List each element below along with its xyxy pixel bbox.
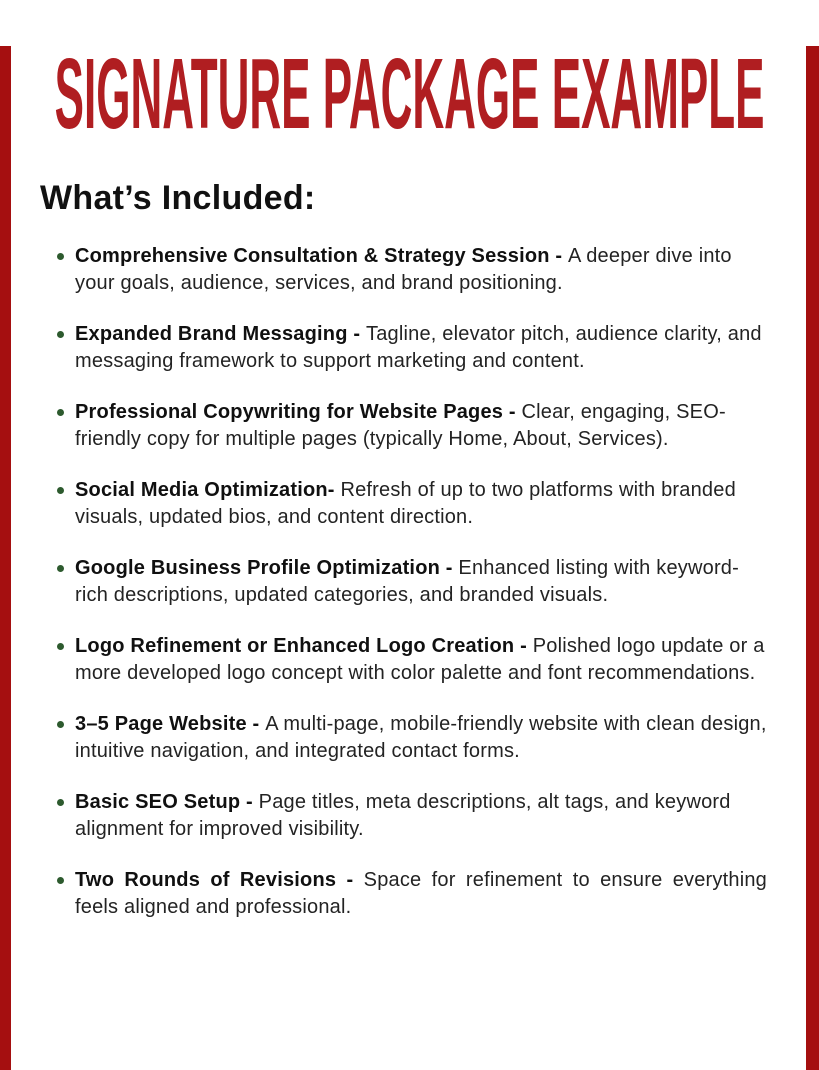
item-description: A deeper dive into your goals, audience, services, and brand positioning.	[75, 245, 732, 294]
item-description: Refresh of up to two platforms with branded visuals, updated bios, and content direction.	[75, 479, 736, 528]
item-description: Page titles, meta descriptions, alt tags, and keyword alignment for improved visibility.	[75, 791, 731, 840]
item-title: 3–5 Page Website -	[75, 713, 266, 735]
item-title: Social Media Optimization-	[75, 479, 341, 501]
item-description: Tagline, elevator pitch, audience clarity, and messaging framework to support marketing and content.	[75, 323, 762, 372]
item-title: Basic SEO Setup -	[75, 791, 259, 813]
bullet-icon	[57, 565, 64, 572]
list-item	[57, 243, 767, 297]
content-area	[0, 178, 819, 921]
list-item	[57, 555, 767, 609]
item-title: Google Business Profile Optimization -	[75, 557, 459, 579]
bullet-icon	[57, 643, 64, 650]
list-item	[57, 477, 767, 531]
list-item	[57, 711, 767, 765]
bullet-icon	[57, 253, 64, 260]
item-title: Two Rounds of Revisions -	[75, 869, 364, 891]
header	[0, 46, 819, 142]
item-title: Comprehensive Consultation & Strategy Session -	[75, 245, 569, 267]
item-title: Expanded Brand Messaging -	[75, 323, 367, 345]
item-description: Polished logo update or a more developed logo concept with color palette and font recommendations.	[75, 635, 765, 684]
list-item	[57, 399, 767, 453]
item-title: Professional Copywriting for Website Pages -	[75, 401, 522, 423]
bullet-icon	[57, 331, 64, 338]
left-border-strip	[0, 46, 11, 1070]
page-title: SIGNATURE PACKAGE EXAMPLE	[54, 46, 765, 142]
bullet-icon	[57, 799, 64, 806]
list-item	[57, 867, 767, 921]
section-heading: What’s Included:	[40, 179, 316, 217]
bullet-icon	[57, 487, 64, 494]
item-description: Clear, engaging, SEO-friendly copy for multiple pages (typically Home, About, Services).	[75, 401, 726, 450]
list-item	[57, 321, 767, 375]
item-description: A multi-page, mobile-friendly website with clean design, intuitive navigation, and integrated contact forms.	[75, 713, 767, 762]
list-item	[57, 789, 767, 843]
right-border-strip	[806, 46, 819, 1070]
included-list	[40, 243, 767, 921]
bullet-icon	[57, 409, 64, 416]
item-description: Enhanced listing with keyword-rich descriptions, updated categories, and branded visuals.	[75, 557, 739, 606]
item-title: Logo Refinement or Enhanced Logo Creation -	[75, 635, 533, 657]
list-item	[57, 633, 767, 687]
bullet-icon	[57, 877, 64, 884]
bullet-icon	[57, 721, 64, 728]
item-description: Space for refinement to ensure everything feels aligned and professional.	[75, 869, 767, 918]
